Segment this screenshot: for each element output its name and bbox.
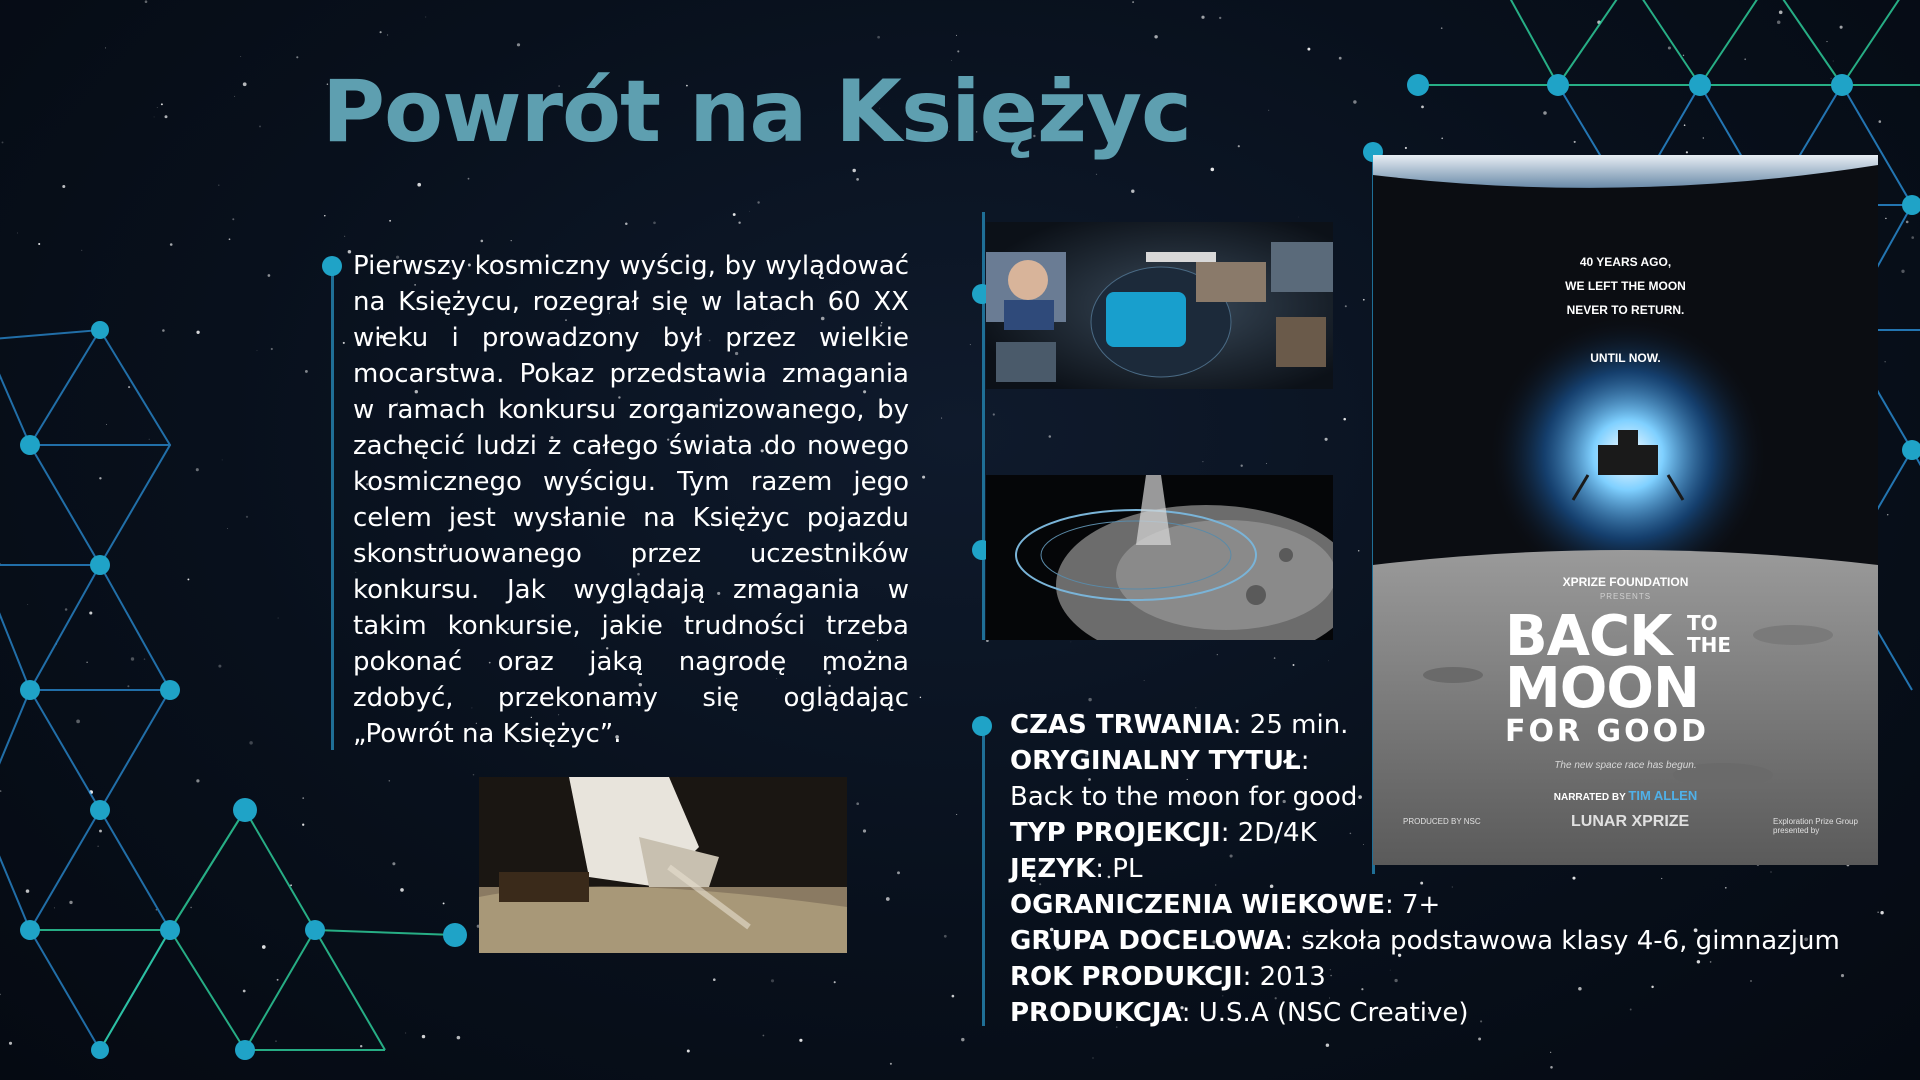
logo-for-good: FOR GOOD (1505, 714, 1710, 749)
spec-value: : 2D/4K (1220, 818, 1317, 848)
spec-colon: : (1300, 746, 1310, 776)
spec-age-limit (1010, 887, 1890, 923)
footer-credit: Exploration Prize Group presented by (1773, 817, 1858, 835)
spec-value: : szkoła podstawowa klasy 4-6, gimnazjum (1284, 926, 1840, 956)
spec-value: : 25 min. (1232, 710, 1349, 740)
spec-label: JĘZYK (1010, 854, 1096, 884)
spec-year (1010, 959, 1890, 995)
description-divider (331, 262, 334, 750)
spec-label: GRUPA DOCELOWA (1010, 926, 1285, 956)
spec-value: : U.S.A (NSC Creative) (1181, 998, 1469, 1028)
movie-poster (1373, 155, 1878, 865)
spec-label: TYP PROJEKCJI (1010, 818, 1221, 848)
poster-subtitle: The new space race has begun. (1554, 760, 1697, 771)
specs-bullet (972, 716, 992, 736)
poster-logo (1505, 604, 1755, 749)
spec-label: ROK PRODUKCJI (1010, 962, 1243, 992)
film-still-lunar-landing (986, 475, 1333, 640)
poster-presents: PRESENTS (1599, 592, 1652, 601)
spec-value: : 7+ (1384, 890, 1441, 920)
spec-label: OGRANICZENIA WIEKOWE (1010, 890, 1385, 920)
spec-label: CZAS TRWANIA (1010, 710, 1233, 740)
images-divider (982, 212, 985, 640)
description-text: Pierwszy kosmiczny wyścig, by wylądować na Księżycu, rozegrał się w latach 60 XX wieku i prowadzony był przez wielkie mocarstwa. Pokaz przedstawia zmagania w ramach konkursu zorganizowanego, by zachęcić ludzi z całego świata do nowego kosmicznego wyścigu. Tym razem jego celem jest wysłanie na Księżyc pojazdu skonstruowanego przez uczestników konkursu. Jak wyglądają zmagania w takim konkursie, jakie trudności trzeba pokonać oraz jaką nagrodę można zdobyć, przekonamy się oglądając „Powrót na Księżyc”. (353, 251, 909, 749)
description-bullet (322, 256, 342, 276)
narrator-name: TIM ALLEN (1628, 788, 1698, 803)
producer-credit: PRODUCED BY NSC (1403, 817, 1481, 826)
film-still-contestants (986, 222, 1333, 389)
page-title: Powrót na Księżyc (322, 62, 1192, 162)
specs-divider (982, 718, 985, 1026)
spec-production (1010, 995, 1890, 1031)
spec-audience (1010, 923, 1890, 959)
spec-value: : PL (1095, 854, 1143, 884)
film-still-astronaut-boot (479, 777, 847, 953)
poster-narration (1373, 788, 1878, 803)
poster-tagline: 40 YEARS AGO, WE LEFT THE MOON NEVER TO RETURN. UNTIL NOW. (1565, 255, 1686, 365)
spec-value: : 2013 (1242, 962, 1326, 992)
logo-moon: MOON (1505, 656, 1699, 721)
logo-to: TO (1687, 611, 1718, 635)
spec-label: PRODUKCJA (1010, 998, 1182, 1028)
logo-the: THE (1687, 633, 1732, 657)
spec-label: ORYGINALNY TYTUŁ (1010, 746, 1301, 776)
narrated-by: NARRATED BY (1553, 792, 1626, 803)
logo-back: BACK (1505, 604, 1672, 669)
poster-presenter: XPRIZE FOUNDATION (1562, 575, 1689, 589)
sponsor-logo: LUNAR XPRIZE (1571, 813, 1690, 830)
spec-value: Back to the moon for good (1010, 782, 1358, 812)
